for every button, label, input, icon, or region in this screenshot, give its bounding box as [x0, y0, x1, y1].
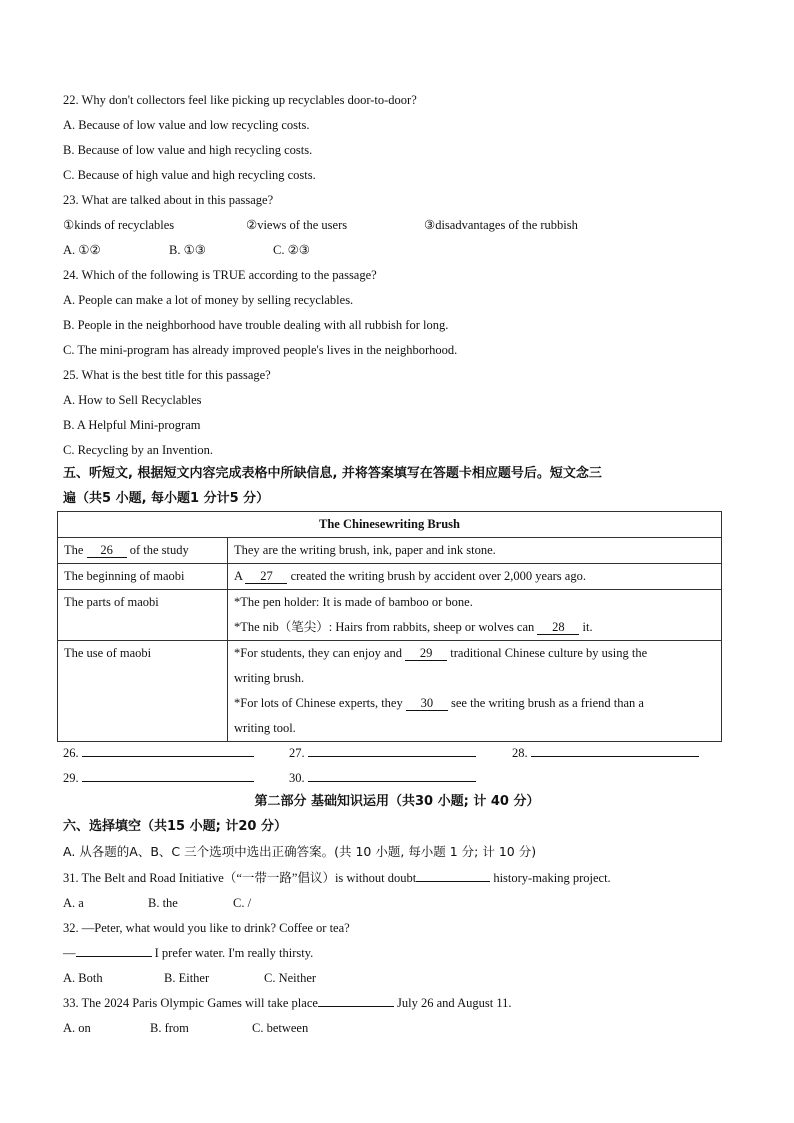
q22-option-c: C. Because of high value and high recycling costs.: [63, 168, 316, 182]
answer-number: 30.: [289, 771, 305, 785]
cell-text: The: [64, 543, 84, 557]
writing-brush-table: [57, 511, 722, 742]
answer-number: 26.: [63, 746, 79, 760]
q22-stem: 22. Why don't collectors feel like picking up recyclables door-to-door?: [63, 93, 417, 107]
cell-text: *For students, they can enjoy and: [234, 646, 403, 660]
answer-line-27[interactable]: [289, 745, 476, 761]
q33-option-c: C. between: [252, 1021, 309, 1035]
q32-line2: [63, 945, 313, 961]
cell-text: *The pen holder: It is made of bamboo or bone.: [234, 595, 473, 609]
blank-29: 29: [405, 646, 447, 661]
table-cell: [228, 590, 722, 641]
q33-option-a: A. on: [63, 1021, 91, 1035]
answer-blank[interactable]: [308, 781, 476, 782]
answer-number: 27.: [289, 746, 305, 760]
q24-option-a: A. People can make a lot of money by selling recyclables.: [63, 293, 354, 307]
q25-option-a: A. How to Sell Recyclables: [63, 393, 202, 407]
q23-option-b: B. ①③: [169, 243, 206, 257]
table-row: [58, 590, 722, 641]
cell-text: *For lots of Chinese experts, they: [234, 696, 403, 710]
answer-blank[interactable]: [82, 756, 254, 757]
blank-28: 28: [537, 620, 579, 635]
q31-stem: [63, 870, 611, 886]
answer-blank[interactable]: [531, 756, 699, 757]
answer-blank[interactable]: [308, 756, 476, 757]
cell-text: created the writing brush by accident over 2,000 years ago.: [290, 569, 586, 583]
q25-stem: 25. What is the best title for this passage?: [63, 368, 271, 382]
table-cell: [58, 538, 228, 564]
answer-blank[interactable]: [82, 781, 254, 782]
q24-option-c: C. The mini-program has already improved people's lives in the neighborhood.: [63, 343, 458, 357]
q31-blank: [416, 881, 490, 882]
q33-stem-text: 33. The 2024 Paris Olympic Games will take place: [63, 996, 318, 1010]
cell-text: writing brush.: [234, 671, 305, 685]
cell-text: traditional Chinese culture by using the: [450, 646, 648, 660]
blank-30: 30: [406, 696, 448, 711]
q22-option-b: B. Because of low value and high recycling costs.: [63, 143, 313, 157]
section6-heading: 六、选择填空（共15 小题; 计20 分）: [63, 819, 287, 834]
q32-dash: —: [63, 946, 76, 960]
q31-option-a: A. a: [63, 896, 84, 910]
q31-stem-text: 31. The Belt and Road Initiative（“一带一路”倡议）is without doubt: [63, 871, 417, 885]
q23-item-2: ②views of the users: [246, 218, 348, 232]
table-title: The Chinesewriting Brush: [58, 512, 722, 538]
q24-option-b: B. People in the neighborhood have trouble dealing with all rubbish for long.: [63, 318, 449, 332]
cell-text: *The nib（笔尖）: Hairs from rabbits, sheep or wolves can: [234, 620, 535, 634]
q23-option-c: C. ②③: [273, 243, 310, 257]
answer-line-26[interactable]: [63, 745, 254, 761]
answer-line-30[interactable]: [289, 770, 476, 786]
q24-stem: 24. Which of the following is TRUE according to the passage?: [63, 268, 377, 282]
q32-line1: 32. —Peter, what would you like to drink? Coffee or tea?: [63, 921, 350, 935]
q31-option-b: B. the: [148, 896, 178, 910]
cell-text: writing tool.: [234, 721, 296, 735]
table-cell: [228, 641, 722, 742]
q31-option-c: C. /: [233, 896, 252, 910]
q33-stem: [63, 995, 512, 1011]
q32-option-a: A. Both: [63, 971, 103, 985]
q23-item-1: ①kinds of recyclables: [63, 218, 175, 232]
q32-option-c: C. Neither: [264, 971, 317, 985]
q23-stem: 23. What are talked about in this passage?: [63, 193, 274, 207]
answer-line-28[interactable]: [512, 745, 699, 761]
q22-option-a: A. Because of low value and low recycling costs.: [63, 118, 310, 132]
q32-option-b: B. Either: [164, 971, 210, 985]
q33-stem-text: July 26 and August 11.: [397, 996, 512, 1010]
q25-option-c: C. Recycling by an Invention.: [63, 443, 213, 457]
table-cell: The beginning of maobi: [58, 564, 228, 590]
table-row: [58, 538, 722, 564]
cell-text: see the writing brush as a friend than a: [450, 696, 644, 710]
q33-blank: [318, 1006, 394, 1007]
blank-27: 27: [245, 569, 287, 584]
cell-text: it.: [582, 620, 593, 634]
part2-title: 第二部分 基础知识运用（共30 小题; 计 40 分）: [254, 794, 540, 809]
q32-text: I prefer water. I'm really thirsty.: [154, 946, 314, 960]
answer-number: 29.: [63, 771, 79, 785]
table-row: [58, 641, 722, 742]
answer-line-29[interactable]: [63, 770, 254, 786]
blank-26: 26: [87, 543, 127, 558]
table-cell: The use of maobi: [58, 641, 228, 742]
answer-number: 28.: [512, 746, 528, 760]
table-cell: The parts of maobi: [58, 590, 228, 641]
q25-option-b: B. A Helpful Mini-program: [63, 418, 201, 432]
q31-stem-text: history-making project.: [493, 871, 611, 885]
q32-blank: [76, 956, 152, 957]
q23-item-3: ③disadvantages of the rubbish: [424, 218, 578, 232]
table-cell: [228, 564, 722, 590]
section6-instructions: A. 从各题的A、B、C 三个选项中选出正确答案。(共 10 小题, 每小题 1 分; 计 10 分): [63, 844, 537, 859]
section5-heading-line2: 遍（共5 小题, 每小题1 分计5 分）: [63, 491, 270, 506]
q33-option-b: B. from: [150, 1021, 189, 1035]
table-row: [58, 564, 722, 590]
cell-text: of the study: [129, 543, 189, 557]
table-cell: They are the writing brush, ink, paper and ink stone.: [228, 538, 722, 564]
q23-option-a: A. ①②: [63, 243, 101, 257]
section5-heading-line1: 五、听短文, 根据短文内容完成表格中所缺信息, 并将答案填写在答题卡相应题号后。短文念三: [63, 466, 602, 481]
cell-text: A: [234, 569, 243, 583]
